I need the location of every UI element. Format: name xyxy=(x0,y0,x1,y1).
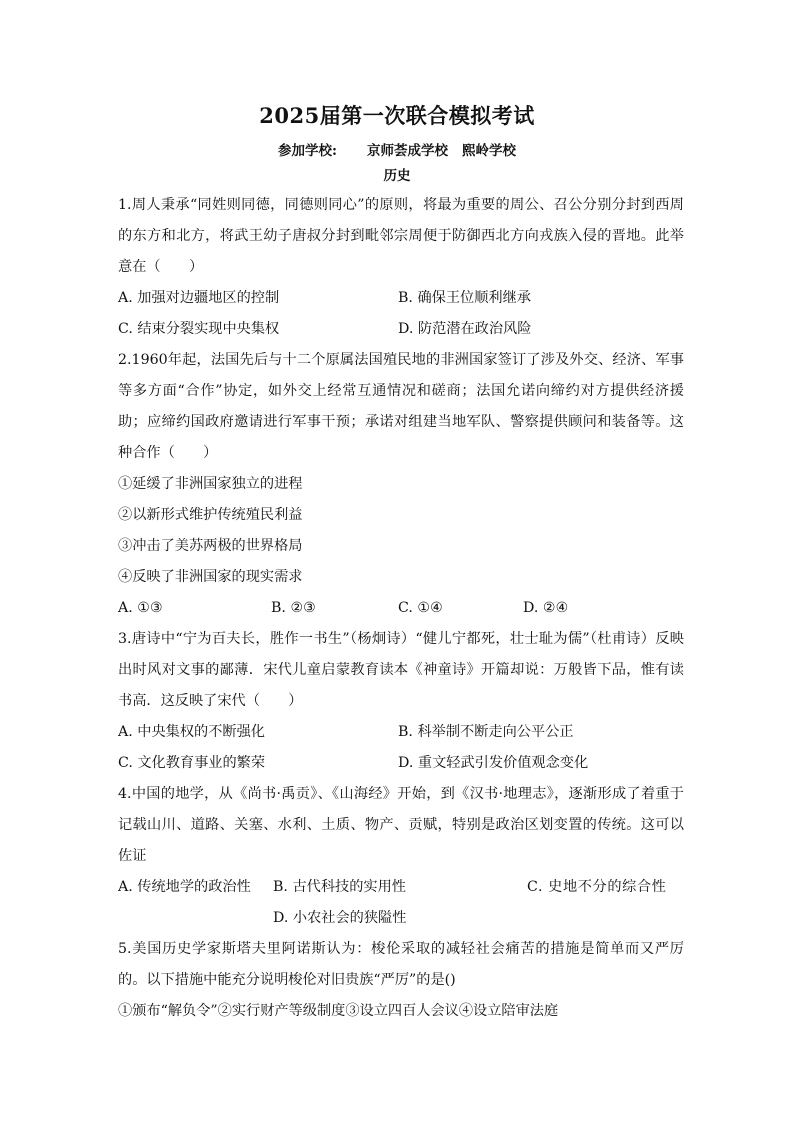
option-d[interactable]: D. 小农社会的狭隘性 xyxy=(273,910,407,926)
option-b[interactable]: B. ②③ xyxy=(271,600,316,616)
question-list xyxy=(118,190,684,1027)
participating-schools xyxy=(0,139,794,159)
exam-title: 2025届第一次联合模拟考试 xyxy=(259,103,535,128)
option-b[interactable]: B. 确保王位顺利继承 xyxy=(398,290,531,306)
question-4-stem: 4.中国的地学，从《尚书·禹贡》、《山海经》开始，到《汉书·地理志》，逐渐形成了着重于记载山川、道路、关塞、水利、土质、物产、贡赋，特别是政治区划变置的传统。这可以佐证 xyxy=(118,786,684,864)
statement-list: ①颁布“解负令”②实行财产等级制度③设立四百人会议④设立陪审法庭 xyxy=(118,1003,559,1019)
question-2-options xyxy=(118,593,684,624)
question-4-options xyxy=(118,872,684,903)
question-1-options xyxy=(118,283,684,314)
question-1-options-row-2 xyxy=(118,314,684,345)
subject-heading: 历史 xyxy=(383,168,411,184)
option-b[interactable]: B. 古代科技的实用性 xyxy=(273,879,406,895)
option-d[interactable]: D. ②④ xyxy=(523,600,569,616)
question-3-stem: 3.唐诗中“宁为百夫长，胜作一书生”（杨炯诗）“健儿宁都死，壮士耻为儒”（杜甫诗）反映出时风对文事的鄙薄．宋代儿童启蒙教育读本《神童诗》开篇却说：万般皆下品，惟有读书高．这反映了宋代（ ） xyxy=(118,631,684,709)
question-4-options-row-2 xyxy=(118,903,684,934)
question-2-stem: 2.1960年起，法国先后与十二个原属法国殖民地的非洲国家签订了涉及外交、经济、军事等多方面“合作”协定，如外交上经常互通情况和磋商；法国允诺向缔约对方提供经济援助；应缔约国政府邀请进行军事干预；承诺对组建当地军队、警察提供顾问和装备等。这种合作（ ） xyxy=(118,352,684,461)
option-a[interactable]: A. 传统地学的政治性 xyxy=(118,879,251,895)
statement: ②以新形式维护传统殖民利益 xyxy=(118,507,303,523)
statement: ①延缓了非洲国家独立的进程 xyxy=(118,476,303,492)
option-d[interactable]: D. 防范潜在政治风险 xyxy=(398,321,532,337)
question-1-stem: 1.周人秉承“同姓则同德，同德则同心”的原则，将最为重要的周公、召公分别分封到西周的东方和北方，将武王幼子唐叔分封到毗邻宗周便于防御西北方向戎族入侵的晋地。此举意在（ ） xyxy=(118,197,684,275)
school-name: 京师荟成学校 xyxy=(366,143,448,159)
participants-label: 参加学校: xyxy=(278,143,337,159)
option-c[interactable]: C. 文化教育事业的繁荣 xyxy=(118,755,266,771)
option-c[interactable]: C. 史地不分的综合性 xyxy=(527,879,667,895)
question-3-options xyxy=(118,717,684,748)
option-a[interactable]: A. 中央集权的不断强化 xyxy=(118,724,265,740)
option-c[interactable]: C. ①④ xyxy=(398,600,443,616)
question-3-options-row-2 xyxy=(118,748,684,779)
option-b[interactable]: B. 科举制不断走向公平公正 xyxy=(398,724,574,740)
option-a[interactable]: A. ①③ xyxy=(118,600,163,616)
option-a[interactable]: A. 加强对边疆地区的控制 xyxy=(118,290,280,306)
option-c[interactable]: C. 结束分裂实现中央集权 xyxy=(118,321,280,337)
statement: ③冲击了美苏两极的世界格局 xyxy=(118,538,303,554)
option-d[interactable]: D. 重文轻武引发价值观念变化 xyxy=(398,755,589,771)
statement: ④反映了非洲国家的现实需求 xyxy=(118,569,303,585)
school-name: 熙岭学校 xyxy=(461,143,516,159)
question-5-stem: 5.美国历史学家斯塔夫里阿诺斯认为：梭伦采取的减轻社会痛苦的措施是简单而又严厉的。以下措施中能充分说明梭伦对旧贵族“严厉”的是() xyxy=(118,941,684,988)
